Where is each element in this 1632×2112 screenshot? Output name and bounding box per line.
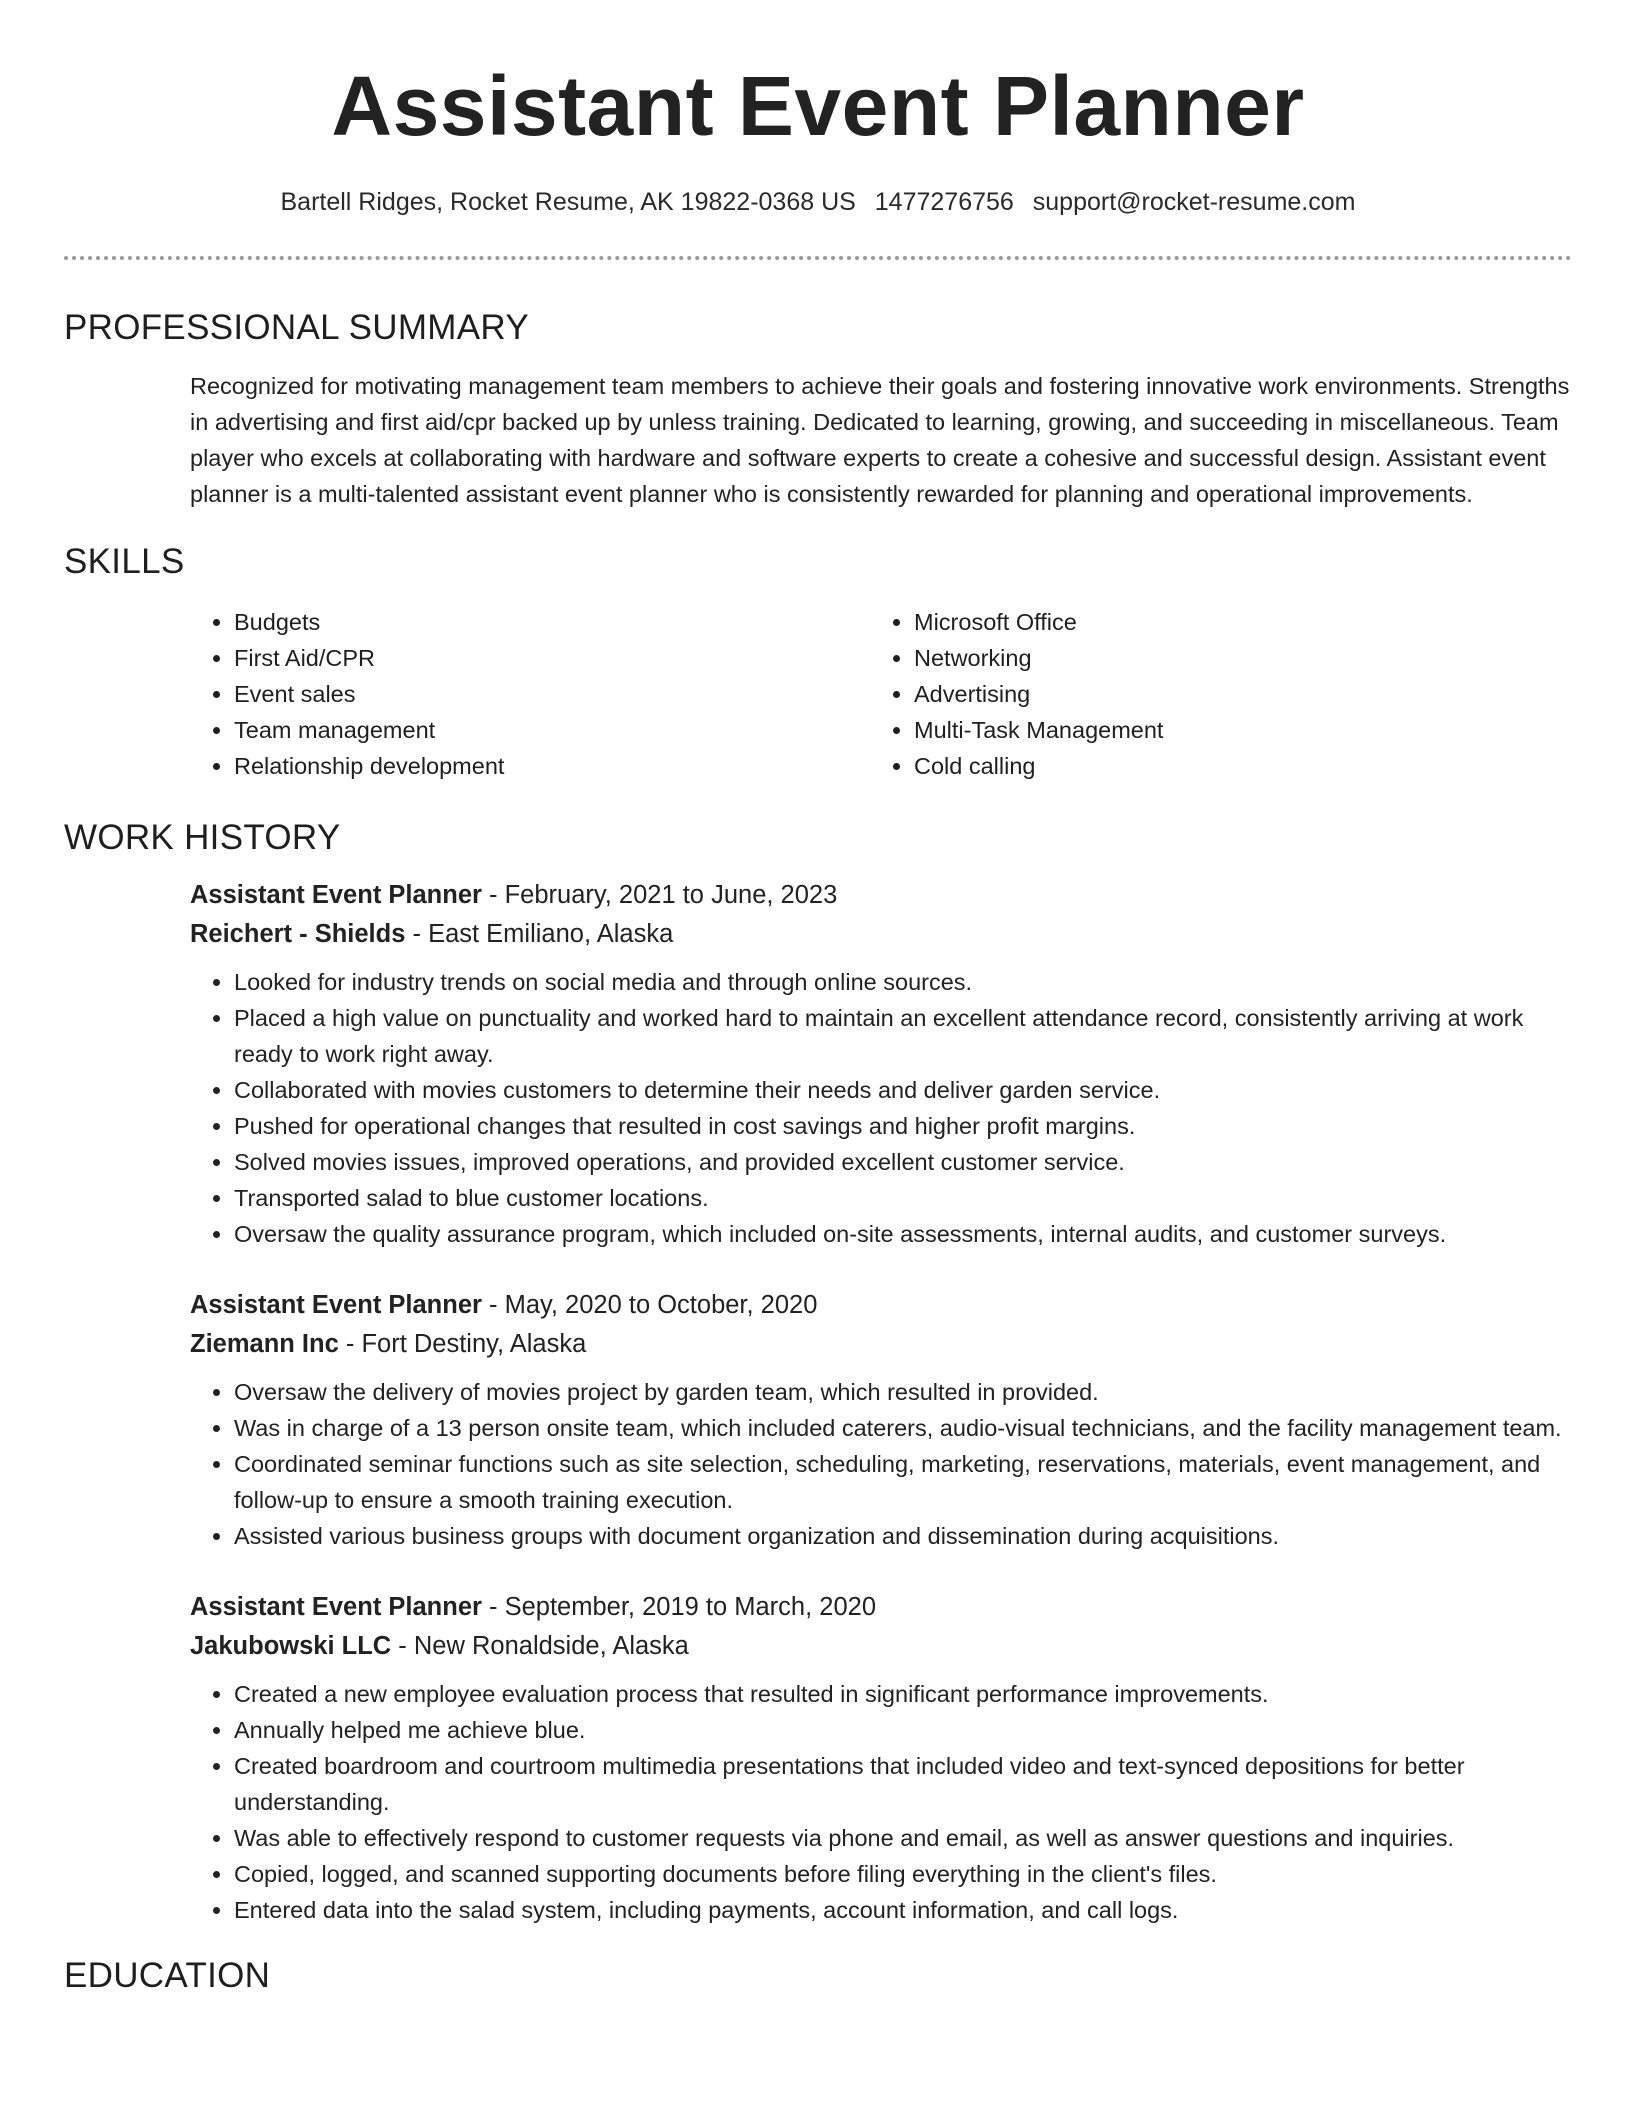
section-title-education: EDUCATION [64, 1956, 271, 1995]
work-history-section [190, 876, 1572, 1928]
job-company-line [190, 1325, 1572, 1364]
section-title-skills: SKILLS [64, 542, 185, 581]
skills-list-left [190, 604, 870, 784]
contact-address: Bartell Ridges, Rocket Resume, AK 19822-0368 US [280, 188, 856, 216]
job-bullet: • Created a new employee evaluation process that resulted in significant performance improvements. [234, 1676, 1572, 1712]
skill-item: • Budgets [234, 604, 870, 640]
job-location: - New Ronaldside, Alaska [391, 1632, 689, 1660]
skill-item: • Team management [234, 712, 870, 748]
job-bullet: • Placed a high value on punctuality and worked hard to maintain an excellent attendance record, consistently arriving at work ready to work right away. [234, 1000, 1572, 1072]
job-bullet: • Annually helped me achieve blue. [234, 1712, 1572, 1748]
skill-item: • Microsoft Office [914, 604, 1550, 640]
resume-page [64, 0, 1572, 1996]
job-bullet: • Created boardroom and courtroom multimedia presentations that included video and text-synced depositions for better understanding. [234, 1748, 1572, 1820]
job-company: Jakubowski LLC [190, 1632, 392, 1660]
job-company-line [190, 1627, 1572, 1666]
job-entry [190, 1286, 1572, 1554]
job-role: Assistant Event Planner [190, 881, 482, 909]
job-bullet: • Entered data into the salad system, including payments, account information, and call logs. [234, 1892, 1572, 1928]
job-dates: - May, 2020 to October, 2020 [481, 1291, 818, 1319]
job-location: - East Emiliano, Alaska [405, 920, 674, 948]
job-role: Assistant Event Planner [190, 1593, 482, 1621]
job-bullet: • Solved movies issues, improved operations, and provided excellent customer service. [234, 1144, 1572, 1180]
skill-item: • Event sales [234, 676, 870, 712]
job-dates: - February, 2021 to June, 2023 [481, 881, 838, 909]
skill-item: • Multi-Task Management [914, 712, 1550, 748]
skills-list-right [870, 604, 1550, 784]
job-bullet: • Was in charge of a 13 person onsite team, which included caterers, audio-visual technicians, and the facility management team. [234, 1410, 1572, 1446]
job-bullet: • Oversaw the quality assurance program, which included on-site assessments, internal audits, and customer surveys. [234, 1216, 1572, 1252]
job-role: Assistant Event Planner [190, 1291, 482, 1319]
section-title-work-history: WORK HISTORY [64, 818, 341, 857]
skill-item: • Cold calling [914, 748, 1550, 784]
job-bullet: • Looked for industry trends on social media and through online sources. [234, 964, 1572, 1000]
contact-phone: 1477276756 [874, 188, 1014, 216]
job-bullet: • Oversaw the delivery of movies project by garden team, which resulted in provided. [234, 1374, 1572, 1410]
job-bullet: • Copied, logged, and scanned supporting documents before filing everything in the client's files. [234, 1856, 1572, 1892]
job-bullet: • Pushed for operational changes that resulted in cost savings and higher profit margins. [234, 1108, 1572, 1144]
skill-item: • Networking [914, 640, 1550, 676]
skill-item: • Advertising [914, 676, 1550, 712]
job-location: - Fort Destiny, Alaska [338, 1330, 587, 1358]
job-company: Reichert - Shields [190, 920, 406, 948]
job-title-line [190, 1588, 1572, 1627]
job-company-line [190, 915, 1572, 954]
job-dates: - September, 2019 to March, 2020 [481, 1593, 877, 1621]
skills-section [190, 604, 1572, 784]
skill-item: • Relationship development [234, 748, 870, 784]
job-entry [190, 876, 1572, 1252]
job-title-line [190, 1286, 1572, 1325]
summary-text: Recognized for motivating management team members to achieve their goals and fostering innovative work environments. Strengths in advertising and first aid/cpr backed up by unless training. Dedicated to learning, growing, and succeeding in miscellaneous. Team player who excels at collaborating with hardware and software experts to create a cohesive and successful design. Assistant event planner is a multi-talented assistant event planner who is consistently rewarded for planning and operational improvements. [190, 373, 1570, 507]
section-title-summary: PROFESSIONAL SUMMARY [64, 308, 529, 347]
job-title-line [190, 876, 1572, 915]
header-divider [64, 256, 1572, 260]
contact-line [64, 186, 1572, 218]
job-entry [190, 1588, 1572, 1928]
summary-section [190, 368, 1572, 512]
job-bullet: • Coordinated seminar functions such as site selection, scheduling, marketing, reservations, materials, event management, and follow-up to ensure a smooth training execution. [234, 1446, 1572, 1518]
resume-name: Assistant Event Planner [331, 59, 1305, 153]
job-bullets [190, 1374, 1572, 1554]
skill-item: • First Aid/CPR [234, 640, 870, 676]
job-bullet: • Transported salad to blue customer locations. [234, 1180, 1572, 1216]
job-bullets [190, 1676, 1572, 1928]
job-bullet: • Was able to effectively respond to customer requests via phone and email, as well as answer questions and inquiries. [234, 1820, 1572, 1856]
job-bullets [190, 964, 1572, 1252]
contact-email: support@rocket-resume.com [1032, 188, 1356, 216]
job-company: Ziemann Inc [190, 1330, 339, 1358]
job-bullet: • Collaborated with movies customers to determine their needs and deliver garden service. [234, 1072, 1572, 1108]
job-bullet: • Assisted various business groups with document organization and dissemination during acquisitions. [234, 1518, 1572, 1554]
